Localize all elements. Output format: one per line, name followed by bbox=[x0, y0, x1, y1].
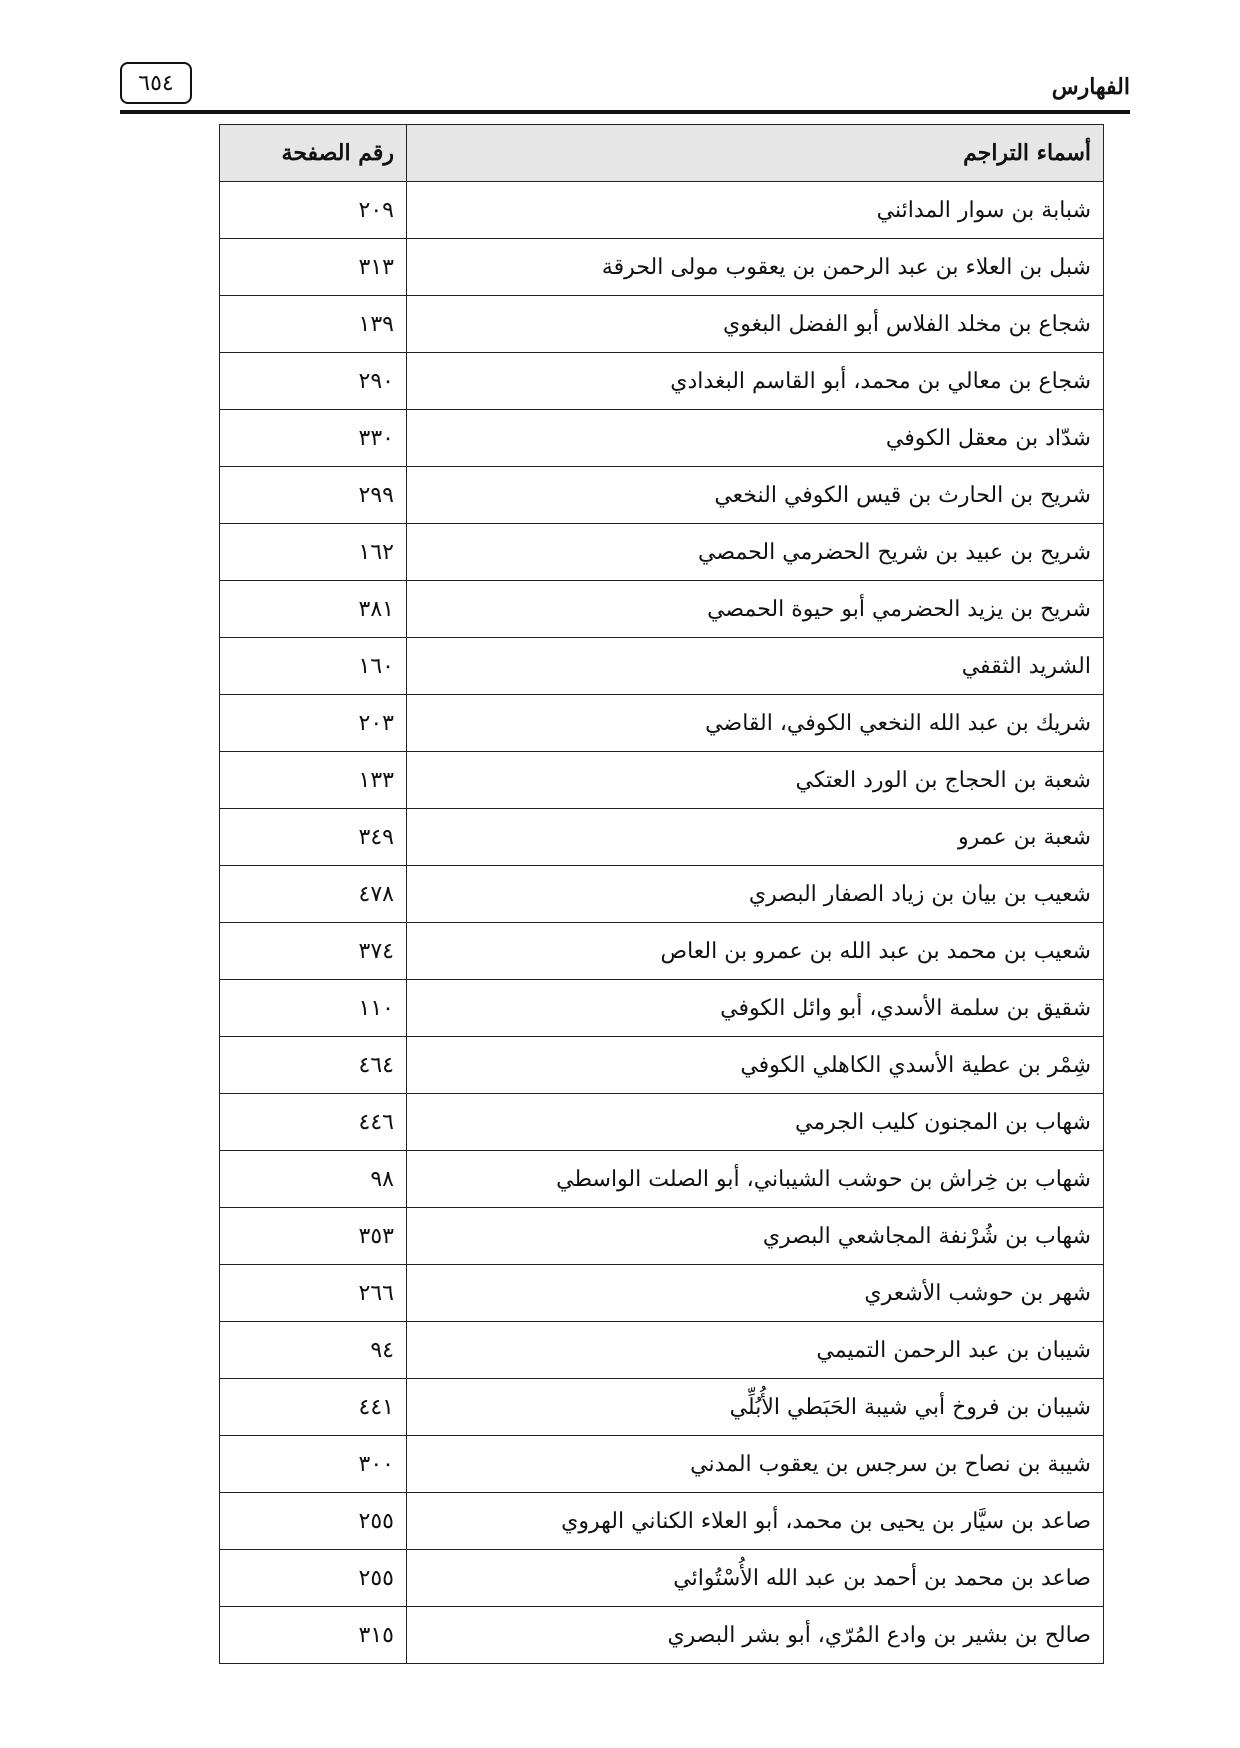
table-row bbox=[220, 1493, 1104, 1550]
biography-name: شيبان بن عبد الرحمن التميمي bbox=[407, 1322, 1104, 1379]
table-row bbox=[220, 182, 1104, 239]
table-row bbox=[220, 866, 1104, 923]
page-reference: ٤٧٨ bbox=[220, 866, 407, 923]
page-reference: ٣٥٣ bbox=[220, 1208, 407, 1265]
table-row bbox=[220, 1607, 1104, 1664]
biography-name: شريك بن عبد الله النخعي الكوفي، القاضي bbox=[407, 695, 1104, 752]
page-reference: ٢٩٩ bbox=[220, 467, 407, 524]
biography-name: شبل بن العلاء بن عبد الرحمن بن يعقوب مولى الحرقة bbox=[407, 239, 1104, 296]
table-row bbox=[220, 1208, 1104, 1265]
page-reference: ٢٥٥ bbox=[220, 1550, 407, 1607]
page-reference: ٤٤٦ bbox=[220, 1094, 407, 1151]
biography-name: شهاب بن خِراش بن حوشب الشيباني، أبو الصلت الواسطي bbox=[407, 1151, 1104, 1208]
page-reference: ٢٥٥ bbox=[220, 1493, 407, 1550]
biography-name: صالح بن بشير بن وادع المُرّي، أبو بشر البصري bbox=[407, 1607, 1104, 1664]
table-row bbox=[220, 923, 1104, 980]
page-reference: ٣١٥ bbox=[220, 1607, 407, 1664]
running-title: الفهارس bbox=[1051, 74, 1130, 100]
table-row bbox=[220, 467, 1104, 524]
page-reference: ٣٣٠ bbox=[220, 410, 407, 467]
page-reference: ١٣٩ bbox=[220, 296, 407, 353]
biographies-index-table bbox=[219, 124, 1104, 1664]
biography-name: شدّاد بن معقل الكوفي bbox=[407, 410, 1104, 467]
table-row bbox=[220, 410, 1104, 467]
page-number: ٦٥٤ bbox=[120, 62, 192, 104]
biography-name: شهاب بن المجنون كليب الجرمي bbox=[407, 1094, 1104, 1151]
page-reference: ٢٩٠ bbox=[220, 353, 407, 410]
biography-name: صاعد بن سيَّار بن يحيى بن محمد، أبو العلاء الكناني الهروي bbox=[407, 1493, 1104, 1550]
table-row bbox=[220, 1037, 1104, 1094]
table-row bbox=[220, 1265, 1104, 1322]
table-row bbox=[220, 296, 1104, 353]
table-header-row bbox=[220, 125, 1104, 182]
biography-name: شبابة بن سوار المدائني bbox=[407, 182, 1104, 239]
biography-name: شريح بن عبيد بن شريح الحضرمي الحمصي bbox=[407, 524, 1104, 581]
biography-name: شهاب بن شُرْنفة المجاشعي البصري bbox=[407, 1208, 1104, 1265]
table-row bbox=[220, 239, 1104, 296]
page-reference: ٣٤٩ bbox=[220, 809, 407, 866]
table-row bbox=[220, 809, 1104, 866]
page-reference: ٤٤١ bbox=[220, 1379, 407, 1436]
page-reference: ٤٦٤ bbox=[220, 1037, 407, 1094]
page-reference: ١٣٣ bbox=[220, 752, 407, 809]
page-reference: ٢٠٣ bbox=[220, 695, 407, 752]
table-row bbox=[220, 695, 1104, 752]
biography-name: شعيب بن محمد بن عبد الله بن عمرو بن العاص bbox=[407, 923, 1104, 980]
header-rule bbox=[120, 110, 1130, 114]
page-reference: ١٦٢ bbox=[220, 524, 407, 581]
biography-name: شريح بن يزيد الحضرمي أبو حيوة الحمصي bbox=[407, 581, 1104, 638]
page-reference: ٢٠٩ bbox=[220, 182, 407, 239]
biography-name: الشريد الثقفي bbox=[407, 638, 1104, 695]
biography-name: شعبة بن الحجاج بن الورد العتكي bbox=[407, 752, 1104, 809]
page-reference: ٩٨ bbox=[220, 1151, 407, 1208]
table-row bbox=[220, 980, 1104, 1037]
table-row bbox=[220, 581, 1104, 638]
biography-name: صاعد بن محمد بن أحمد بن عبد الله الأُسْتُوائي bbox=[407, 1550, 1104, 1607]
table-row bbox=[220, 752, 1104, 809]
biography-name: شقيق بن سلمة الأسدي، أبو وائل الكوفي bbox=[407, 980, 1104, 1037]
table-row bbox=[220, 1550, 1104, 1607]
column-header-page: رقم الصفحة bbox=[220, 125, 407, 182]
page-reference: ١١٠ bbox=[220, 980, 407, 1037]
biography-name: شعيب بن بيان بن زياد الصفار البصري bbox=[407, 866, 1104, 923]
column-header-names: أسماء التراجم bbox=[407, 125, 1104, 182]
biography-name: شريح بن الحارث بن قيس الكوفي النخعي bbox=[407, 467, 1104, 524]
page-reference: ٣٨١ bbox=[220, 581, 407, 638]
table-row bbox=[220, 353, 1104, 410]
biography-name: شيبان بن فروخ أبي شيبة الحَبَطي الأُبُلِّي bbox=[407, 1379, 1104, 1436]
page-reference: ٣٧٤ bbox=[220, 923, 407, 980]
table-row bbox=[220, 1322, 1104, 1379]
page-reference: ١٦٠ bbox=[220, 638, 407, 695]
page-reference: ٢٦٦ bbox=[220, 1265, 407, 1322]
table-row bbox=[220, 1151, 1104, 1208]
biography-name: شجاع بن مخلد الفلاس أبو الفضل البغوي bbox=[407, 296, 1104, 353]
biography-name: شِمْر بن عطية الأسدي الكاهلي الكوفي bbox=[407, 1037, 1104, 1094]
biography-name: شجاع بن معالي بن محمد، أبو القاسم البغدادي bbox=[407, 353, 1104, 410]
page-reference: ٩٤ bbox=[220, 1322, 407, 1379]
table-body bbox=[220, 182, 1104, 1664]
table-row bbox=[220, 1094, 1104, 1151]
biography-name: شيبة بن نصاح بن سرجس بن يعقوب المدني bbox=[407, 1436, 1104, 1493]
table-row bbox=[220, 524, 1104, 581]
biography-name: شهر بن حوشب الأشعري bbox=[407, 1265, 1104, 1322]
page-reference: ٣١٣ bbox=[220, 239, 407, 296]
biography-name: شعبة بن عمرو bbox=[407, 809, 1104, 866]
table-row bbox=[220, 1379, 1104, 1436]
page-reference: ٣٠٠ bbox=[220, 1436, 407, 1493]
table-row bbox=[220, 1436, 1104, 1493]
page-header bbox=[120, 60, 1130, 116]
table-row bbox=[220, 638, 1104, 695]
